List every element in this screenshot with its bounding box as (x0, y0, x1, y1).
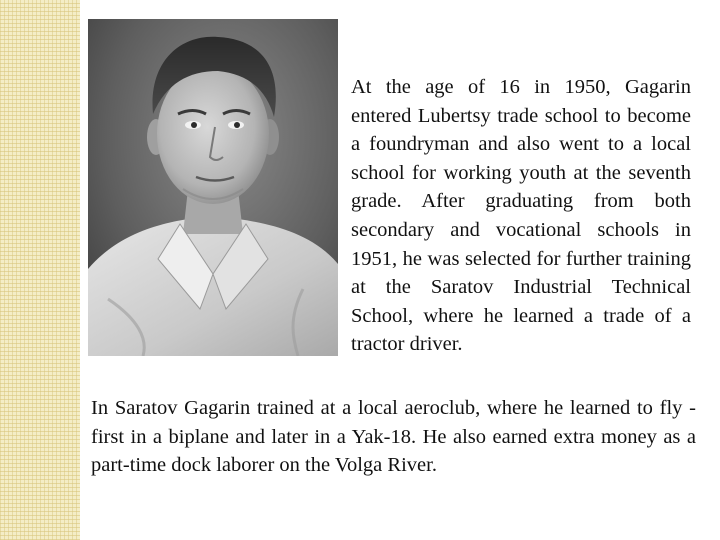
paragraph-education: At the age of 16 in 1950, Gagarin entered Lubertsy trade school to become a foundryman and also went to a local school for working youth at the seventh grade. After graduating from both secondary and vocational schools in 1951, he was selected for further training at the Saratov Industrial Technical School, where he learned a trade of a tractor driver. (351, 76, 691, 356)
portrait-photo (88, 19, 338, 356)
decorative-side-strip (0, 0, 80, 540)
paragraph-aeroclub: In Saratov Gagarin trained at a local aeroclub, where he learned to fly - first in a biplane and later in a Yak-18. He also earned extra money as a part-time dock laborer on the Volga River. (91, 397, 696, 477)
